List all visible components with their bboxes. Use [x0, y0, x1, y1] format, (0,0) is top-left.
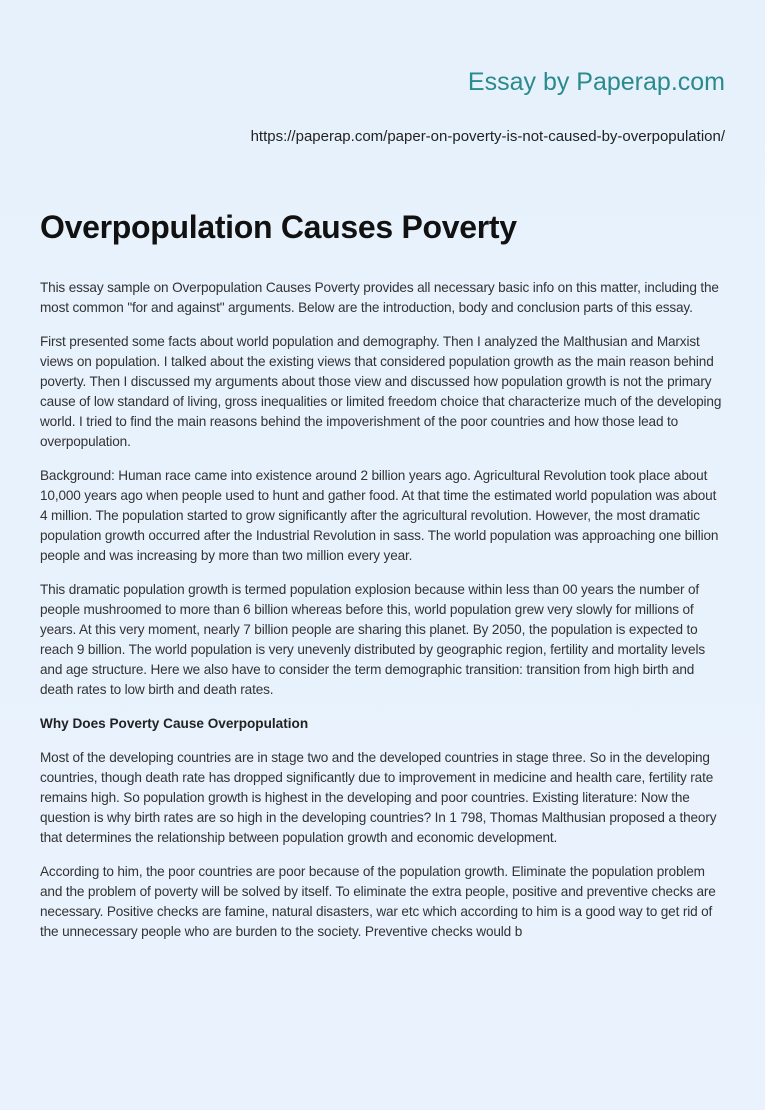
site-brand[interactable]: Essay by Paperap.com — [467, 68, 725, 96]
source-url[interactable]: https://paperap.com/paper-on-poverty-is-not-caused-by-overpopulation/ — [250, 128, 725, 145]
paragraph: First presented some facts about world population and demography. Then I analyzed the Malthusian and Marxist views on population. I talked about the existing views that considered population growth as the main reason behind poverty. Then I discussed my arguments about those view and discussed how population growth is not the primary cause of low standard of living, gross inequalities or limited freedom choice that characterize much of the developing world. I tried to find the main reasons behind the impoverishment of the poor countries and how those lead to overpopulation. — [40, 334, 722, 449]
essay-body — [40, 278, 727, 956]
paragraph: This dramatic population growth is termed population explosion because within less than 00 years the number of people mushroomed to more than 6 billion whereas before this, world population grew very slowly for millions of years. At this very moment, nearly 7 billion people are sharing this planet. By 2050, the population is expected to reach 9 billion. The world population is very unevenly distributed by geographic region, fertility and mortality levels and age structure. Here we also have to consider the term demographic transition: transition from high birth and death rates to low birth and death rates. — [40, 582, 705, 697]
paragraph: Background: Human race came into existence around 2 billion years ago. Agricultural Revolution took place about 10,000 years ago when people used to hunt and gather food. At that time the estimated world population was about 4 million. The population started to grow significantly after the agricultural revolution. However, the most dramatic population growth occurred after the Industrial Revolution in sass. The world population was approaching one billion people and was increasing by more than two million every year. — [40, 468, 719, 563]
section-heading: Why Does Poverty Cause Overpopulation — [40, 716, 309, 731]
paragraph: Most of the developing countries are in stage two and the developed countries in stage three. So in the developing countries, though death rate has dropped significantly due to improvement in medicine and health care, fertility rate remains high. So population growth is highest in the developing and poor countries. Existing literature: Now the question is why birth rates are so high in the developing countries? In 1 798, Thomas Malthusian proposed a theory that determines the relationship between population growth and economic development. — [40, 750, 717, 845]
paragraph: According to him, the poor countries are poor because of the population growth. Eliminate the population problem and the problem of poverty will be solved by itself. To eliminate the extra people, positive and preventive checks are necessary. Positive checks are famine, natural disasters, war etc which according to him is a good way to get rid of the unnecessary people who are burden to the society. Preventive checks would b — [40, 864, 716, 939]
page-title: Overpopulation Causes Poverty — [40, 209, 517, 245]
paragraph-intro: This essay sample on Overpopulation Causes Poverty provides all necessary basic info on this matter, including the most common "for and against" arguments. Below are the introduction, body and conclusion parts of this essay. — [40, 280, 719, 315]
